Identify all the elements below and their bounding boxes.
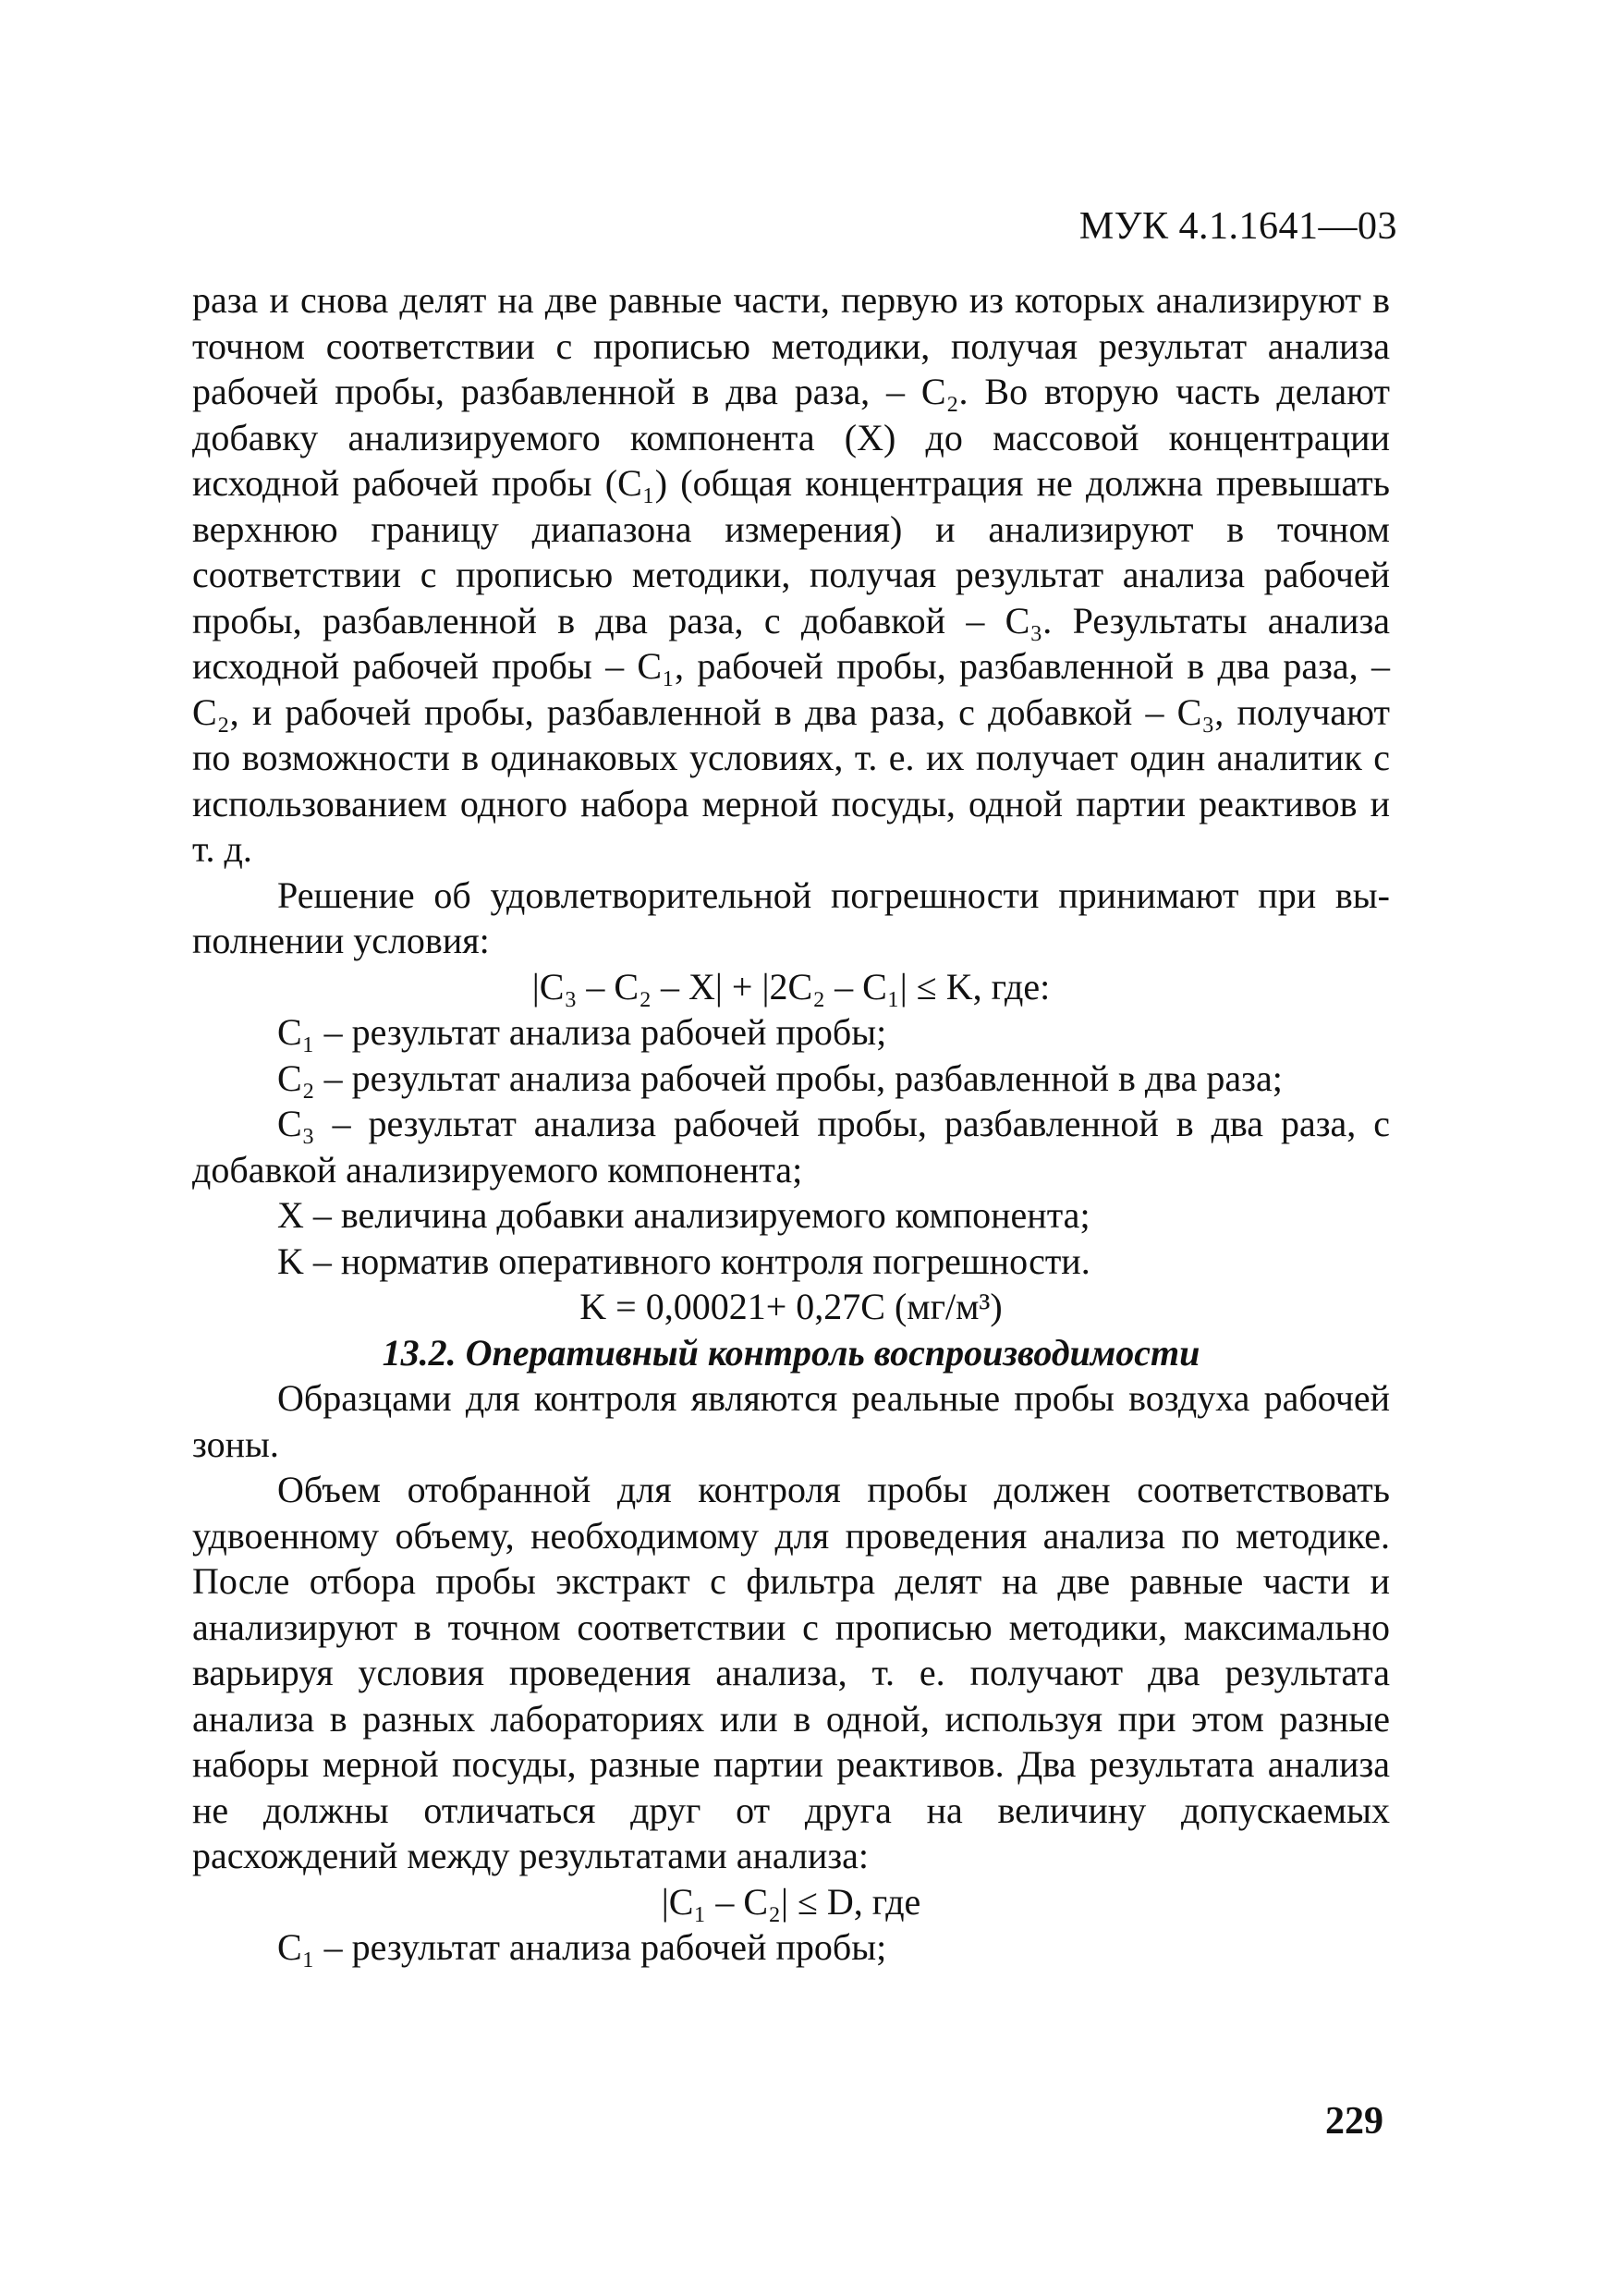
document-code-header: МУК 4.1.1641—03 xyxy=(1078,205,1397,248)
paragraph-control-samples: Образцами для контроля являются реальные пробы воздуха рабочей зоны. xyxy=(192,1377,1390,1465)
body-text xyxy=(192,277,1390,1971)
formula-error-condition: |C₃ – C₂ – X| + |2C₂ – C₁| ≤ K, где: xyxy=(531,965,1051,1008)
paragraph-sample-dilution: раза и снова делят на две равные части, первую из которых анализируют в точном соответствии с прописью методики, получая результат анализа рабочей пробы, разбавленной в два раза, – C₂. Во вторую часть делают добавку анализируемого компонента (X) до массовой концентрации исходной рабочей пробы (C₁) (общая концентрация не должна превышать верхнюю границу диапазона измерения) и анализируют в точном соответствии с прописью методики, получая результат анализа рабочей пробы, разбавленной в два раза, с добавкой – C₃. Результаты анализа исходной рабочей пробы – C₁, рабочей пробы, разбавленной в два раза, – C₂, и рабочей пробы, разбавленной в два раза, с добавкой – C₃, получают по возможности в одинаковых условиях, т. е. их получает один аналитик с использованием одного набора мерной посуды, одной партии реактивов и т. д. xyxy=(192,279,1390,870)
definition-c1-repeat: C₁ – результат анализа рабочей пробы; xyxy=(277,1926,887,1968)
definition-k: K – норматив оперативного контроля погрешности. xyxy=(277,1240,1090,1282)
formula-reproducibility: |C₁ – C₂| ≤ D, где xyxy=(661,1880,921,1923)
page-number: 229 xyxy=(1325,2100,1383,2143)
paragraph-decision-condition: Решение об удовлетворительной погрешности принимают при выполнении условия: xyxy=(192,873,1390,961)
paragraph-sample-volume: Объем отобранной для контроля пробы должен соответствовать удвоенному объему, необходимому для проведения анализа по методике. После отбора пробы экстракт с фильтра делят на две равные части и анализируют в точном соответствии с прописью методики, максимально варьируя условия проведения анализа, т. е. получают два результата анализа в разных лабораториях или в одной, используя при этом разные наборы мерной посуды, разные партии реактивов. Два результата анализа не должны отличаться друг от друга на величину допускаемых расхождений между результатами анализа: xyxy=(192,1469,1390,1876)
definition-x: X – величина добавки анализируемого компонента; xyxy=(277,1194,1090,1236)
definition-c3: C₃ – результат анализа рабочей пробы, разбавленной в два раза, с добавкой анализируемого компонента; xyxy=(192,1103,1390,1191)
formula-k-norm: K = 0,00021+ 0,27C (мг/м³) xyxy=(579,1286,1003,1327)
definition-c2: C₂ – результат анализа рабочей пробы, разбавленной в два раза; xyxy=(277,1056,1283,1099)
definition-c1: C₁ – результат анализа рабочей пробы; xyxy=(277,1011,887,1053)
section-title-reproducibility: 13.2. Оперативный контроль воспроизводимости xyxy=(382,1331,1200,1374)
